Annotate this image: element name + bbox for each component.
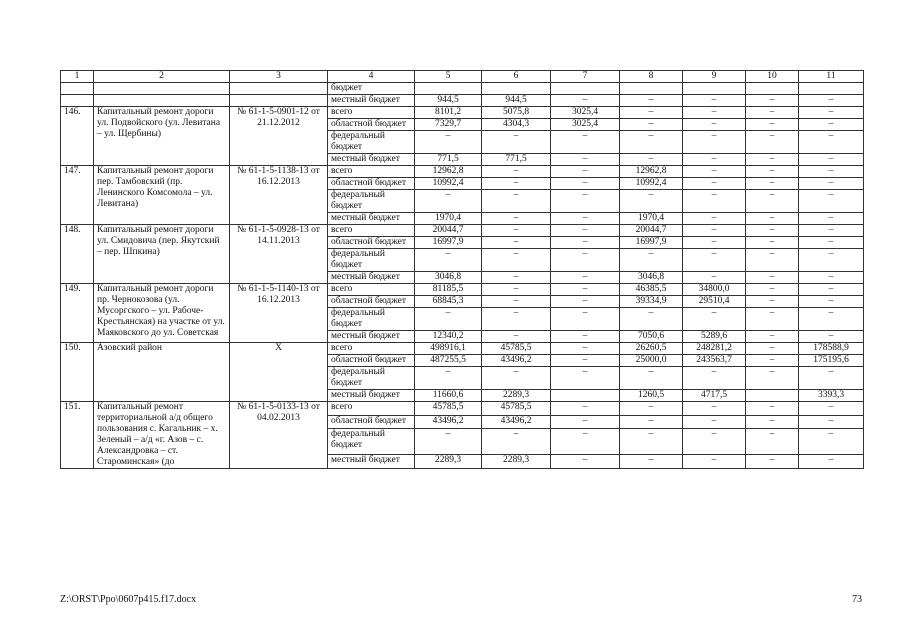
entry-document: № 61-1-5-1140-13 от 16.12.2013 (230, 284, 328, 343)
amount-cell: 11660,6 (415, 390, 482, 402)
amount-cell: – (746, 455, 799, 469)
header-cell-5: 5 (415, 71, 482, 83)
entry-name: Капитальный ремонт дороги ул. Подвойского (ул. Левитана – ул. Щербины) (94, 107, 230, 166)
table-cell (94, 95, 230, 107)
amount-cell: 10992,4 (415, 178, 482, 190)
amount-cell: – (799, 284, 864, 296)
amount-cell: 68845,3 (415, 296, 482, 308)
amount-cell: – (746, 166, 799, 178)
amount-cell: 43496,2 (482, 415, 551, 429)
amount-cell: – (551, 429, 620, 455)
amount-cell: – (551, 190, 620, 213)
amount-cell: – (415, 429, 482, 455)
entry-name: Капитальный ремонт дороги ул. Смидовича (пер. Якутский – пер. Шпкина) (94, 225, 230, 284)
amount-cell: 1260,5 (620, 390, 683, 402)
amount-cell: – (482, 429, 551, 455)
amount-cell: – (746, 331, 799, 343)
budget-source: федеральный бюджет (328, 367, 415, 390)
amount-cell: – (683, 225, 746, 237)
amount-cell: 3025,4 (551, 107, 620, 119)
table-row (61, 83, 864, 95)
amount-cell: – (620, 190, 683, 213)
amount-cell: – (799, 331, 864, 343)
amount-cell: – (551, 284, 620, 296)
amount-cell: 34800,0 (683, 284, 746, 296)
amount-cell: – (799, 429, 864, 455)
entry-name: Капитальный ремонт дороги пр. Чернокозова (ул. Мусоргского – ул. Рабоче-Крестьянская) на участке от ул. Маяковского до ул. Советская (94, 284, 230, 343)
amount-cell: – (683, 415, 746, 429)
table-cell (415, 83, 482, 95)
amount-cell: 25000,0 (620, 355, 683, 367)
amount-cell: – (799, 225, 864, 237)
amount-cell: – (551, 154, 620, 166)
amount-cell: – (551, 178, 620, 190)
header-cell-9: 9 (683, 71, 746, 83)
table-cell: – (551, 95, 620, 107)
amount-cell: – (482, 131, 551, 154)
entry-name: Азовский район (94, 343, 230, 402)
amount-cell: 2289,3 (482, 455, 551, 469)
table-cell (230, 95, 328, 107)
budget-source: местный бюджет (328, 331, 415, 343)
amount-cell: 3025,4 (551, 119, 620, 131)
amount-cell: – (799, 402, 864, 416)
table-cell (482, 83, 551, 95)
amount-cell: – (620, 119, 683, 131)
budget-source: федеральный бюджет (328, 249, 415, 272)
amount-cell: 248281,2 (683, 343, 746, 355)
amount-cell: – (683, 272, 746, 284)
budget-source: местный бюджет (328, 154, 415, 166)
amount-cell: – (746, 237, 799, 249)
entry-document: № 61-1-5-0133-13 от 04.02.2013 (230, 402, 328, 469)
entry-number: 151. (61, 402, 94, 469)
amount-cell: – (683, 237, 746, 249)
amount-cell: – (482, 178, 551, 190)
amount-cell: – (683, 213, 746, 225)
amount-cell: – (799, 367, 864, 390)
amount-cell: 12340,2 (415, 331, 482, 343)
table-cell: – (683, 95, 746, 107)
amount-cell: – (482, 190, 551, 213)
amount-cell: – (799, 272, 864, 284)
amount-cell: – (746, 367, 799, 390)
amount-cell: – (746, 402, 799, 416)
amount-cell: – (551, 355, 620, 367)
amount-cell: – (683, 190, 746, 213)
amount-cell: – (683, 166, 746, 178)
table-cell: – (746, 95, 799, 107)
table-cell (746, 83, 799, 95)
table-cell (799, 83, 864, 95)
amount-cell: 10992,4 (620, 178, 683, 190)
amount-cell: – (415, 131, 482, 154)
header-cell-10: 10 (746, 71, 799, 83)
budget-source: местный бюджет (328, 213, 415, 225)
amount-cell: – (799, 107, 864, 119)
amount-cell: – (746, 296, 799, 308)
amount-cell: 498916,1 (415, 343, 482, 355)
budget-source: федеральный бюджет (328, 131, 415, 154)
amount-cell: – (551, 296, 620, 308)
footer-file-path: Z:\ORST\Ppo\0607p415.f17.docx (60, 594, 197, 605)
amount-cell: – (799, 178, 864, 190)
amount-cell: 7050,6 (620, 331, 683, 343)
amount-cell: 1970,4 (415, 213, 482, 225)
amount-cell: 1970,4 (620, 213, 683, 225)
budget-source: федеральный бюджет (328, 190, 415, 213)
amount-cell: 2289,3 (415, 455, 482, 469)
amount-cell: 5289,6 (683, 331, 746, 343)
amount-cell: – (551, 249, 620, 272)
entry-number: 146. (61, 107, 94, 166)
amount-cell: – (799, 296, 864, 308)
amount-cell: – (551, 166, 620, 178)
amount-cell: – (415, 190, 482, 213)
amount-cell: 175195,6 (799, 355, 864, 367)
budget-source: областной бюджет (328, 296, 415, 308)
amount-cell: – (683, 119, 746, 131)
amount-cell: – (746, 343, 799, 355)
amount-cell: – (799, 308, 864, 331)
header-cell-8: 8 (620, 71, 683, 83)
table-header-row (61, 71, 864, 83)
amount-cell: – (482, 225, 551, 237)
amount-cell: 3393,3 (799, 390, 864, 402)
amount-cell (551, 390, 620, 402)
table-row (61, 95, 864, 107)
amount-cell: – (746, 355, 799, 367)
amount-cell: – (551, 272, 620, 284)
amount-cell: – (482, 367, 551, 390)
budget-table (60, 70, 864, 469)
entry-document: Х (230, 343, 328, 402)
amount-cell: – (746, 415, 799, 429)
table-row (61, 402, 864, 416)
amount-cell: 16997,9 (620, 237, 683, 249)
amount-cell: – (551, 213, 620, 225)
table-row (61, 166, 864, 178)
amount-cell: – (482, 213, 551, 225)
amount-cell: 178588,9 (799, 343, 864, 355)
amount-cell: – (482, 272, 551, 284)
amount-cell: 2289,3 (482, 390, 551, 402)
budget-source: областной бюджет (328, 237, 415, 249)
amount-cell: – (482, 237, 551, 249)
amount-cell (746, 390, 799, 402)
entry-number: 147. (61, 166, 94, 225)
amount-cell: – (799, 213, 864, 225)
amount-cell: – (551, 455, 620, 469)
amount-cell: – (799, 249, 864, 272)
budget-source: областной бюджет (328, 355, 415, 367)
amount-cell: – (746, 284, 799, 296)
amount-cell: – (620, 429, 683, 455)
entry-document: № 61-1-5-1138-13 от 16.12.2013 (230, 166, 328, 225)
amount-cell: – (415, 367, 482, 390)
header-cell-7: 7 (551, 71, 620, 83)
amount-cell: 20044,7 (415, 225, 482, 237)
amount-cell: – (620, 367, 683, 390)
amount-cell: – (683, 178, 746, 190)
amount-cell: – (620, 131, 683, 154)
amount-cell: – (482, 284, 551, 296)
amount-cell: – (683, 107, 746, 119)
amount-cell: – (746, 107, 799, 119)
amount-cell: – (551, 308, 620, 331)
amount-cell: – (799, 154, 864, 166)
amount-cell: 243563,7 (683, 355, 746, 367)
table-row (61, 225, 864, 237)
table-cell: – (799, 95, 864, 107)
amount-cell: 46385,5 (620, 284, 683, 296)
budget-source: всего (328, 402, 415, 416)
budget-source: всего (328, 225, 415, 237)
amount-cell: – (482, 308, 551, 331)
budget-source: всего (328, 284, 415, 296)
table-cell (94, 83, 230, 95)
table-cell (61, 83, 94, 95)
amount-cell: 3046,8 (415, 272, 482, 284)
amount-cell: – (551, 402, 620, 416)
table-cell: 944,5 (415, 95, 482, 107)
amount-cell: – (799, 131, 864, 154)
amount-cell: – (551, 225, 620, 237)
amount-cell: 771,5 (482, 154, 551, 166)
amount-cell: – (620, 249, 683, 272)
table-row (61, 284, 864, 296)
amount-cell: – (551, 331, 620, 343)
amount-cell: 16997,9 (415, 237, 482, 249)
table-cell (551, 83, 620, 95)
budget-source: всего (328, 343, 415, 355)
amount-cell: – (799, 455, 864, 469)
entry-name: Капитальный ремонт территориальной а/д общего пользования с. Кагальник – х. Зеленый – а/д «г. Азов – с. Александровка – ст. Староминская» (до (94, 402, 230, 469)
amount-cell: – (620, 455, 683, 469)
amount-cell: – (746, 308, 799, 331)
table-cell: бюджет (328, 83, 415, 95)
amount-cell: 39334,9 (620, 296, 683, 308)
header-cell-2: 2 (94, 71, 230, 83)
table-row (61, 343, 864, 355)
amount-cell: – (415, 249, 482, 272)
header-cell-4: 4 (328, 71, 415, 83)
budget-source: всего (328, 166, 415, 178)
budget-source: федеральный бюджет (328, 429, 415, 455)
amount-cell: – (620, 107, 683, 119)
entry-number: 149. (61, 284, 94, 343)
amount-cell: 45785,5 (482, 343, 551, 355)
budget-source: местный бюджет (328, 455, 415, 469)
amount-cell: – (683, 131, 746, 154)
budget-source: местный бюджет (328, 390, 415, 402)
amount-cell: – (683, 455, 746, 469)
amount-cell: – (799, 415, 864, 429)
amount-cell: 5075,8 (482, 107, 551, 119)
table-cell: 944,5 (482, 95, 551, 107)
entry-document: № 61-1-5-0901-12 от 21.12.2012 (230, 107, 328, 166)
header-cell-6: 6 (482, 71, 551, 83)
amount-cell: – (415, 308, 482, 331)
amount-cell: 45785,5 (482, 402, 551, 416)
amount-cell: 20044,7 (620, 225, 683, 237)
amount-cell: – (683, 402, 746, 416)
entry-document: № 61-1-5-0928-13 от 14.11.2013 (230, 225, 328, 284)
amount-cell: – (799, 119, 864, 131)
amount-cell: 12962,8 (620, 166, 683, 178)
entry-number: 150. (61, 343, 94, 402)
table-row (61, 107, 864, 119)
entry-name: Капитальный ремонт дороги пер. Тамбовский (пр. Ленинского Комсомола – ул. Левитана) (94, 166, 230, 225)
amount-cell: 12962,8 (415, 166, 482, 178)
amount-cell: – (746, 225, 799, 237)
amount-cell: – (683, 154, 746, 166)
amount-cell: – (746, 272, 799, 284)
amount-cell: – (482, 249, 551, 272)
amount-cell: – (683, 249, 746, 272)
table-cell: – (620, 95, 683, 107)
amount-cell: – (746, 249, 799, 272)
amount-cell: 4717,5 (683, 390, 746, 402)
amount-cell: – (620, 415, 683, 429)
amount-cell: 771,5 (415, 154, 482, 166)
budget-source: областной бюджет (328, 178, 415, 190)
budget-source: всего (328, 107, 415, 119)
amount-cell: – (482, 331, 551, 343)
amount-cell: – (746, 154, 799, 166)
amount-cell: – (620, 154, 683, 166)
budget-source: федеральный бюджет (328, 308, 415, 331)
amount-cell: 3046,8 (620, 272, 683, 284)
amount-cell: 43496,2 (415, 415, 482, 429)
header-cell-11: 11 (799, 71, 864, 83)
page-number: 73 (852, 594, 862, 605)
amount-cell: 7329,7 (415, 119, 482, 131)
amount-cell: – (482, 296, 551, 308)
amount-cell: – (683, 429, 746, 455)
budget-source: местный бюджет (328, 272, 415, 284)
amount-cell: – (551, 237, 620, 249)
amount-cell: 45785,5 (415, 402, 482, 416)
amount-cell: – (799, 190, 864, 213)
amount-cell: – (551, 367, 620, 390)
amount-cell: 81185,5 (415, 284, 482, 296)
amount-cell: 29510,4 (683, 296, 746, 308)
amount-cell: – (746, 131, 799, 154)
entry-number: 148. (61, 225, 94, 284)
amount-cell: 26260,5 (620, 343, 683, 355)
header-cell-3: 3 (230, 71, 328, 83)
header-cell-1: 1 (61, 71, 94, 83)
amount-cell: – (746, 213, 799, 225)
budget-source: областной бюджет (328, 119, 415, 131)
amount-cell: – (482, 166, 551, 178)
table-cell (620, 83, 683, 95)
amount-cell: – (683, 367, 746, 390)
amount-cell: – (551, 131, 620, 154)
table-cell (230, 83, 328, 95)
amount-cell: – (799, 166, 864, 178)
table-cell (61, 95, 94, 107)
amount-cell: – (746, 190, 799, 213)
amount-cell: – (799, 237, 864, 249)
amount-cell: 43496,2 (482, 355, 551, 367)
amount-cell: 8101,2 (415, 107, 482, 119)
amount-cell: – (551, 415, 620, 429)
amount-cell: – (746, 178, 799, 190)
amount-cell: – (746, 429, 799, 455)
amount-cell: – (620, 402, 683, 416)
amount-cell: 4304,3 (482, 119, 551, 131)
budget-source: областной бюджет (328, 415, 415, 429)
amount-cell: – (683, 308, 746, 331)
amount-cell: – (746, 119, 799, 131)
amount-cell: – (620, 308, 683, 331)
table-cell (683, 83, 746, 95)
amount-cell: – (551, 343, 620, 355)
table-cell: местный бюджет (328, 95, 415, 107)
amount-cell: 487255,5 (415, 355, 482, 367)
